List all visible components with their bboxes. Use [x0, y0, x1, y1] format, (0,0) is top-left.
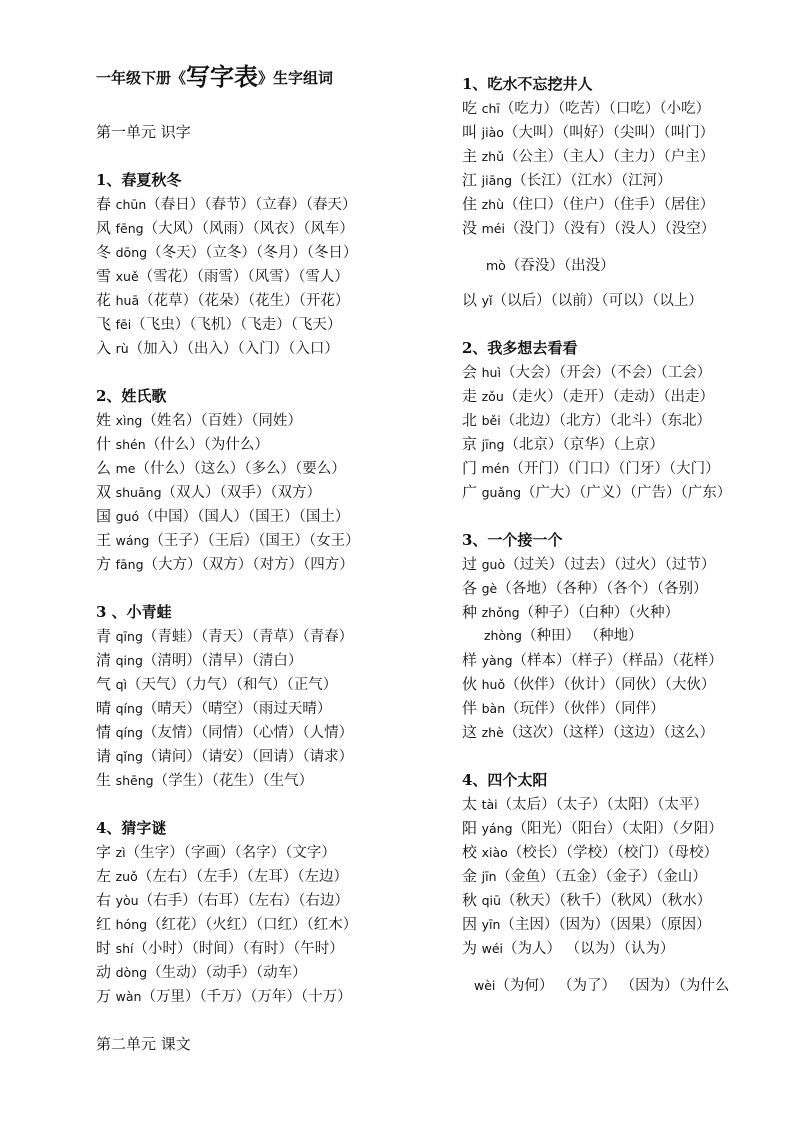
- word-list: （样本）（样子）（样品）（花样）: [512, 653, 723, 669]
- word-list: （生动）（动手）（动车）: [147, 965, 307, 981]
- word-list: （清明）（清早）（清白）: [142, 653, 303, 669]
- word-list: （金鱼）（五金）（金子）（金山）: [496, 869, 707, 885]
- pinyin: fēng: [115, 221, 144, 236]
- character: 伙: [462, 675, 478, 693]
- word-row: [96, 266, 349, 287]
- word-list: （各地）（各种）（各个）（各别）: [497, 581, 708, 597]
- character: 双: [96, 483, 112, 501]
- word-row: [462, 410, 711, 431]
- word-row: [462, 122, 714, 143]
- word-list: （开门）（门口）（门牙）（大门）: [509, 461, 720, 477]
- word-row: [462, 386, 714, 407]
- character: 吃: [462, 99, 478, 117]
- word-list: （什么）（这么）（多么）（要么）: [135, 461, 346, 477]
- pinyin: dōng: [115, 245, 148, 260]
- pinyin: shí: [115, 941, 134, 956]
- word-list: （什么）（为什么）: [145, 437, 269, 453]
- character: 方: [96, 555, 112, 573]
- pinyin: huǒ: [481, 677, 506, 692]
- word-row: [462, 554, 715, 575]
- word-list: （请问）（请安）（回请）（请求）: [142, 749, 354, 765]
- pinyin: chūn: [115, 197, 147, 212]
- word-list: （种子）（白种）（火种）: [519, 605, 680, 621]
- word-row: [96, 290, 349, 311]
- pinyin: shén: [115, 437, 146, 452]
- pinyin: xuě: [115, 269, 139, 284]
- character: 广: [462, 483, 478, 501]
- pinyin: wéi: [481, 941, 504, 956]
- pinyin: yīn: [481, 917, 501, 932]
- word-row: [462, 674, 715, 695]
- lesson-heading: 3、一个接一个: [462, 531, 563, 549]
- character: 雪: [96, 267, 112, 285]
- word-row: [462, 794, 708, 815]
- pinyin: chī: [481, 101, 500, 116]
- title-suffix: 》生字组词: [258, 69, 334, 87]
- word-list: （过关）（过去）（过火）（过节）: [505, 557, 716, 573]
- character: 红: [96, 915, 112, 933]
- character: 因: [462, 915, 478, 933]
- pinyin: mò: [486, 258, 506, 273]
- pinyin: yáng: [481, 821, 513, 836]
- word-row: [462, 602, 679, 623]
- word-row: [462, 434, 664, 455]
- word-row: [96, 674, 337, 695]
- pinyin: zhè: [481, 725, 504, 740]
- character: 秋: [462, 891, 478, 909]
- character: 主: [462, 147, 478, 165]
- pinyin: jīng: [481, 437, 505, 452]
- pinyin: fāng: [115, 557, 144, 572]
- character: 青: [96, 627, 112, 645]
- character: 样: [462, 651, 478, 669]
- character: 万: [96, 987, 112, 1005]
- pinyin: guǎng: [481, 485, 521, 500]
- lesson-heading: 1、吃水不忘挖井人: [462, 75, 593, 93]
- pinyin: guó: [115, 509, 140, 524]
- title-emphasis: 写字表: [186, 62, 259, 91]
- word-row: [96, 410, 302, 431]
- word-list: （大会）（开会）（不会）（工会）: [500, 365, 712, 381]
- word-list: （友情）（同情）（心情）（人情）: [142, 725, 354, 741]
- pinyin: zhǒng: [481, 605, 520, 620]
- word-row: [96, 986, 352, 1007]
- word-row: [96, 338, 339, 359]
- character: 冬: [96, 243, 112, 261]
- word-row: [96, 242, 357, 263]
- pinyin: qiū: [481, 893, 501, 908]
- word-row: [462, 194, 714, 215]
- word-row: [462, 146, 714, 167]
- character: 住: [462, 195, 478, 213]
- word-list: （中国）（国人）（国王）（国土）: [139, 509, 350, 525]
- pinyin: gè: [481, 581, 498, 596]
- word-row: [462, 458, 720, 479]
- character: 金: [462, 867, 478, 885]
- pinyin: zǒu: [481, 389, 504, 404]
- pinyin: yòu: [115, 893, 139, 908]
- pinyin: fēi: [115, 317, 132, 332]
- word-list: （天气）（力气）（和气）（正气）: [127, 677, 338, 693]
- pinyin: jiào: [481, 125, 504, 140]
- character: 春: [96, 195, 112, 213]
- lesson-heading: 4、猜字谜: [96, 819, 167, 837]
- character: 京: [462, 435, 478, 453]
- word-list: （加入）（出入）（入门）（入口）: [128, 341, 339, 357]
- word-list: （晴天）（晴空）（雨过天晴）: [142, 701, 332, 717]
- pinyin: yǐ: [481, 293, 493, 308]
- lesson-heading: 2、姓氏歌: [96, 387, 167, 405]
- character: 北: [462, 411, 478, 429]
- pinyin: shuāng: [115, 485, 162, 500]
- character: 晴: [96, 699, 112, 717]
- word-list: （阳光）（阳台）（太阳）（夕阳）: [512, 821, 723, 837]
- character: 伴: [462, 699, 478, 717]
- character: 动: [96, 963, 112, 981]
- character: 没: [462, 219, 478, 237]
- pinyin: xìng: [115, 413, 143, 428]
- word-list: （冬天）（立冬）（冬月）（冬日）: [147, 245, 358, 261]
- word-row: [96, 554, 354, 575]
- word-list: （为人） （以为）（认为）: [503, 941, 675, 957]
- character: 右: [96, 891, 112, 909]
- unit-heading: 第一单元 识字: [96, 123, 191, 141]
- word-row: [96, 506, 349, 527]
- character: 么: [96, 459, 112, 477]
- word-row: [462, 866, 707, 887]
- word-row: [462, 938, 674, 959]
- word-row: [96, 218, 354, 239]
- word-list: （主因）（因为）（因果）（原因）: [500, 917, 711, 933]
- word-list: （春日）（春节）（立春）（春天）: [146, 197, 357, 213]
- word-list: （住口）（住户）（住手）（居住）: [504, 197, 715, 213]
- pinyin: jīn: [481, 869, 497, 884]
- word-row: [96, 434, 269, 455]
- character: 姓: [96, 411, 112, 429]
- character: 情: [96, 723, 112, 741]
- pinyin: zhù: [481, 197, 505, 212]
- word-list: （为何） （为了） （因为）（为什么: [495, 978, 730, 994]
- pinyin: hóng: [115, 917, 148, 932]
- character: 这: [462, 723, 478, 741]
- word-row: [462, 170, 672, 191]
- pinyin: dòng: [115, 965, 148, 980]
- pinyin: me: [115, 461, 136, 476]
- word-list: （伙伴）（伙计）（同伙）（大伙）: [505, 677, 716, 693]
- word-list: （小时）（时间）（有时）（午时）: [133, 941, 344, 957]
- word-row: [96, 770, 313, 791]
- pinyin: zuǒ: [115, 869, 138, 884]
- pinyin: xiào: [481, 845, 508, 860]
- word-list: （右手）（右耳）（左右）（右边）: [138, 893, 349, 909]
- pinyin: guò: [481, 557, 506, 572]
- word-row: [96, 626, 353, 647]
- character: 气: [96, 675, 112, 693]
- word-row: [96, 866, 348, 887]
- word-row: [96, 650, 302, 671]
- word-list: （大叫）（叫好）（尖叫）（叫门）: [503, 125, 715, 141]
- word-list: （种田） （种地）: [522, 628, 643, 644]
- word-list: （公主）（主人）（主力）（户主）: [504, 149, 715, 165]
- character: 门: [462, 459, 478, 477]
- word-list: （花草）（花朵）（花生）（开花）: [139, 293, 350, 309]
- word-list: （雪花）（雨雪）（风雪）（雪人）: [138, 269, 349, 285]
- word-row: [96, 314, 341, 335]
- pinyin: méi: [481, 221, 505, 236]
- character: 时: [96, 939, 112, 957]
- character: 入: [96, 339, 112, 357]
- word-list: （姓名）（百姓）（同姓）: [142, 413, 302, 429]
- character: 什: [96, 435, 112, 453]
- character: 生: [96, 771, 112, 789]
- word-list: （校长）（学校）（校门）（母校）: [507, 845, 719, 861]
- lesson-heading: 3 、小青蛙: [96, 603, 172, 621]
- word-row: [474, 976, 729, 996]
- character: 走: [462, 387, 478, 405]
- word-row: [96, 194, 357, 215]
- word-list: （大方）（双方）（对方）（四方）: [143, 557, 354, 573]
- word-row: [462, 362, 711, 383]
- character: 各: [462, 579, 478, 597]
- pinyin: qíng: [115, 725, 143, 740]
- word-list: （左右）（左手）（左耳）（左边）: [137, 869, 349, 885]
- word-list: （玩伴）（伙伴）（同伴）: [505, 701, 665, 717]
- word-list: （北京）（京华）（上京）: [504, 437, 664, 453]
- pinyin: shēng: [115, 773, 154, 788]
- word-list: （吃力）（吃苦）（口吃）（小吃）: [499, 101, 711, 117]
- word-list: （走火）（走开）（走动）（出走）: [503, 389, 715, 405]
- character: 清: [96, 651, 112, 669]
- word-list: （青蛙）（青天）（青草）（青春）: [142, 629, 354, 645]
- character: 字: [96, 843, 112, 861]
- word-list: （红花）（火红）（口红）（红木）: [147, 917, 358, 933]
- lesson-heading: 4、四个太阳: [462, 771, 548, 789]
- character: 为: [462, 939, 478, 957]
- character: 左: [96, 867, 112, 885]
- word-row: [96, 842, 336, 863]
- lesson-heading: 2、我多想去看看: [462, 339, 578, 357]
- pinyin: qì: [115, 677, 128, 692]
- word-row: [462, 482, 731, 503]
- pinyin: zhòng: [484, 628, 522, 643]
- word-list: （双人）（双手）（双方）: [161, 485, 321, 501]
- character: 花: [96, 291, 112, 309]
- character: 太: [462, 795, 478, 813]
- character: 江: [462, 171, 478, 189]
- unit-heading: 第二单元 课文: [96, 1035, 191, 1053]
- character: 阳: [462, 819, 478, 837]
- character: 以: [462, 291, 478, 309]
- lesson-heading: 1、春夏秋冬: [96, 171, 182, 189]
- word-row: [462, 98, 710, 119]
- word-row: [462, 842, 718, 863]
- word-row: [96, 722, 353, 743]
- word-list: （秋天）（秋千）（秋风）（秋水）: [500, 893, 712, 909]
- pinyin: huì: [481, 365, 501, 380]
- word-row: [462, 890, 711, 911]
- word-list: （飞虫）（飞机）（飞走）（飞天）: [131, 317, 342, 333]
- pinyin: qīng: [115, 629, 143, 644]
- pinyin: qing: [115, 653, 143, 668]
- pinyin: rù: [115, 341, 129, 356]
- word-row: [462, 650, 723, 671]
- pinyin: tài: [481, 797, 498, 812]
- pinyin: qǐng: [115, 749, 143, 764]
- word-row: [462, 722, 714, 743]
- character: 风: [96, 219, 112, 237]
- pinyin: běi: [481, 413, 501, 428]
- word-row: [96, 746, 353, 767]
- word-row: [96, 482, 321, 503]
- word-row: [462, 290, 703, 311]
- word-row: [462, 818, 723, 839]
- word-list: （没门）（没有）（没人）（没空）: [504, 221, 716, 237]
- word-row: [96, 914, 357, 935]
- word-list: （以后）（以前）（可以）（以上）: [492, 293, 703, 309]
- word-list: （广大）（广义）（广告）（广东）: [521, 485, 732, 501]
- pinyin: zì: [115, 845, 126, 860]
- word-list: （万里）（千万）（万年）（十万）: [141, 989, 352, 1005]
- word-list: （北边）（北方）（北斗）（东北）: [500, 413, 711, 429]
- pinyin: wàn: [115, 989, 142, 1004]
- word-list: （大风）（风雨）（风衣）（风车）: [143, 221, 354, 237]
- pinyin: qíng: [115, 701, 143, 716]
- word-row: [462, 578, 708, 599]
- word-list: （长江）（江水）（江河）: [512, 173, 672, 189]
- pinyin: huā: [115, 293, 140, 308]
- pinyin: yàng: [481, 653, 513, 668]
- pinyin: bàn: [481, 701, 506, 716]
- word-list: （生字）（字画）（名字）（文字）: [125, 845, 336, 861]
- title-prefix: 一年级下册《: [96, 69, 187, 87]
- word-list: （太后）（太子）（太阳）（太平）: [497, 797, 708, 813]
- pinyin: mén: [481, 461, 510, 476]
- character: 请: [96, 747, 112, 765]
- word-row: [96, 962, 307, 983]
- word-list: （这次）（这样）（这边）（这么）: [503, 725, 715, 741]
- character: 过: [462, 555, 478, 573]
- character: 校: [462, 843, 478, 861]
- word-row: [96, 698, 331, 719]
- character: 飞: [96, 315, 112, 333]
- word-row: [96, 938, 344, 959]
- word-row: [484, 626, 643, 646]
- word-list: （王子）（王后）（国王）（女王）: [149, 533, 360, 549]
- character: 种: [462, 603, 478, 621]
- word-row: [96, 458, 346, 479]
- word-row: [96, 530, 360, 551]
- word-list: （吞没）（出没）: [505, 258, 615, 274]
- word-row: [462, 218, 715, 239]
- pinyin: wèi: [474, 978, 496, 993]
- character: 叫: [462, 123, 478, 141]
- word-row: [96, 890, 349, 911]
- word-row: [462, 698, 665, 719]
- document-title: [96, 62, 333, 93]
- pinyin: wáng: [115, 533, 150, 548]
- character: 王: [96, 531, 112, 549]
- character: 会: [462, 363, 478, 381]
- word-list: （学生）（花生）（生气）: [153, 773, 314, 789]
- word-row: [486, 256, 615, 276]
- character: 国: [96, 507, 112, 525]
- pinyin: jiāng: [481, 173, 513, 188]
- word-row: [462, 914, 711, 935]
- pinyin: zhǔ: [481, 149, 505, 164]
